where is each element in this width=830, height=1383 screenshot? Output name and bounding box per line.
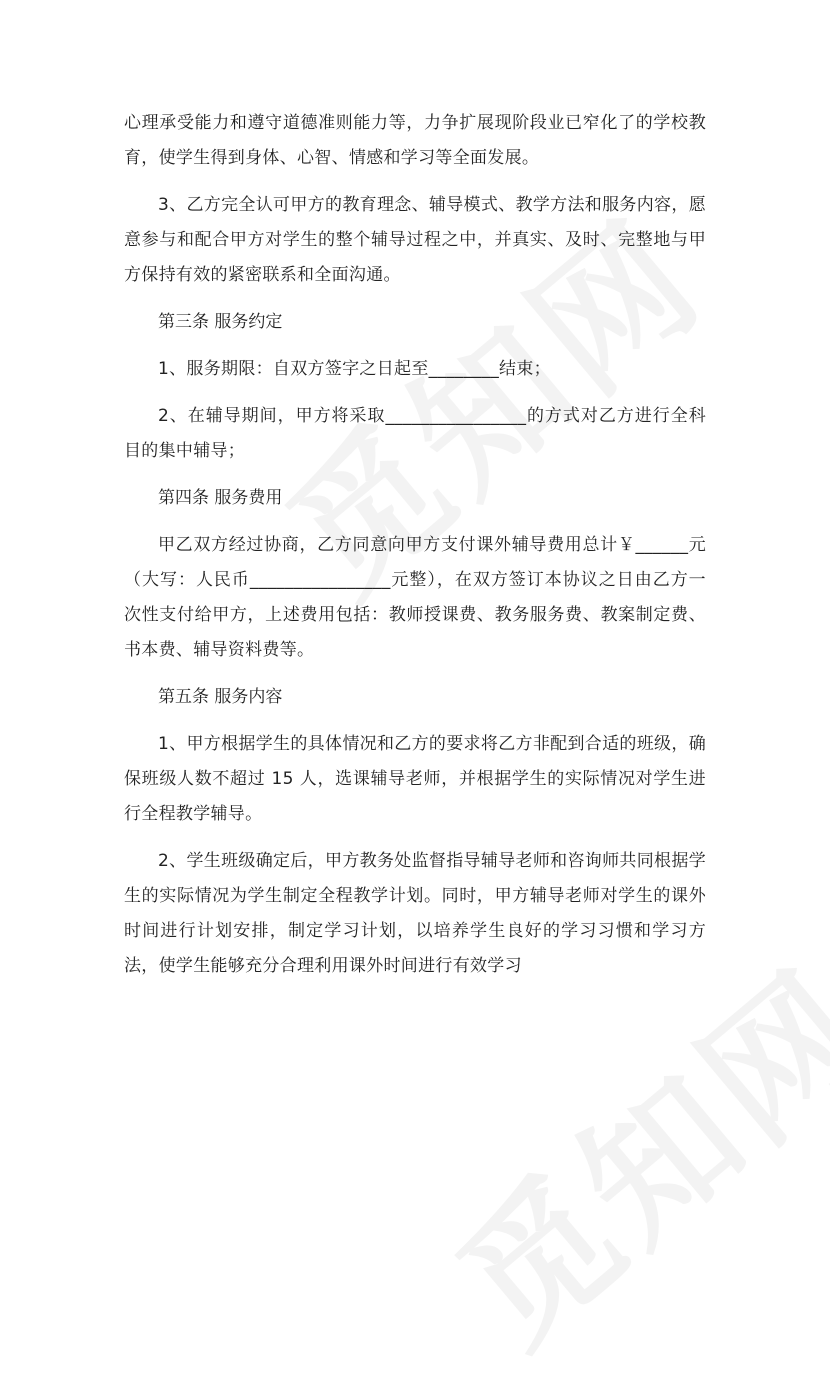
paragraph-service-fee: 甲乙双方经过协商，乙方同意向甲方支付课外辅导费用总计￥______元（大写：人民币________________元整），在双方签订本协议之日由乙方一次性支付给甲方，上述费用包括：教师授课费、教务服务费、教案制定费、书本费、辅导资料费等。 — [124, 535, 706, 660]
paragraph-continued: 心理承受能力和遵守道德准则能力等，力争扩展现阶段业已窄化了的学校教育，使学生得到身体、心智、情感和学习等全面发展。 — [124, 113, 706, 168]
document-body — [124, 106, 706, 984]
paragraph-class-assignment: 1、甲方根据学生的具体情况和乙方的要求将乙方非配到合适的班级，确保班级人数不超过 15 人，选课辅导老师，并根据学生的实际情况对学生进行全程教学辅导。 — [124, 734, 706, 824]
paragraph-clause-3: 3、乙方完全认可甲方的教育理念、辅导模式、教学方法和服务内容，愿意参与和配合甲方对学生的整个辅导过程之中，并真实、及时、完整地与甲方保持有效的紧密联系和全面沟通。 — [124, 195, 706, 285]
section-heading-article-5: 第五条 服务内容 — [158, 687, 283, 707]
section-heading-article-3: 第三条 服务约定 — [158, 312, 283, 332]
paragraph-service-term: 1、服务期限：自双方签字之日起至________结束； — [158, 359, 551, 379]
paragraph-tutoring-method: 2、在辅导期间，甲方将采取________________的方式对乙方进行全科目的集中辅导； — [124, 406, 706, 461]
section-heading-article-4: 第四条 服务费用 — [158, 488, 283, 508]
paragraph-teaching-plan: 2、学生班级确定后，甲方教务处监督指导辅导老师和咨询师共同根据学生的实际情况为学生制定全程教学计划。同时，甲方辅导老师对学生的课外时间进行计划安排，制定学习计划，以培养学生良好的学习习惯和学习方法，使学生能够充分合理利用课外时间进行有效学习 — [124, 851, 706, 976]
